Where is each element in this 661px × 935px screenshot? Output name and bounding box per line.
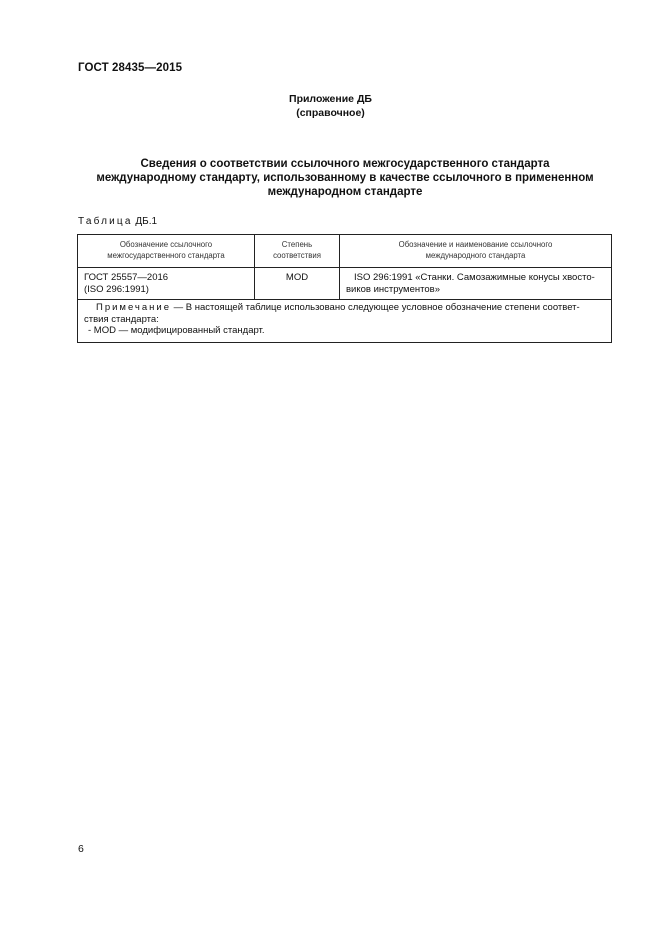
note-text: — В настоящей таблице использовано следующее условное обозначение степени соответ-: [171, 302, 580, 313]
table-note-row: [78, 300, 612, 343]
note-prefix: Примечание: [96, 302, 171, 313]
section-title-line: международном стандарте: [267, 186, 423, 198]
cell-standard: [78, 268, 255, 300]
header-text: соответствия: [273, 251, 321, 260]
note-item: - MOD — модифицированный стандарт.: [88, 325, 265, 336]
reference-table: [77, 234, 612, 343]
header-text: международного стандарта: [425, 251, 526, 260]
header-international: [340, 235, 612, 268]
section-title: [90, 157, 600, 199]
table-row: [78, 268, 612, 300]
cell-degree: MOD: [255, 268, 340, 300]
header-degree: [255, 235, 340, 268]
cell-text: (ISO 296:1991): [84, 283, 149, 295]
cell-international: [340, 268, 612, 300]
appendix-heading: [0, 92, 661, 120]
note-text: ствия стандарта:: [84, 313, 159, 325]
table-caption-id: ДБ.1: [135, 216, 158, 227]
cell-text: виков инструментов»: [346, 283, 440, 295]
appendix-title: Приложение ДБ: [289, 93, 372, 105]
document-id: ГОСТ 28435—2015: [78, 62, 183, 74]
table-caption-prefix: Таблица: [78, 216, 133, 227]
section-title-line: международному стандарту, использованному в качестве ссылочного в примененном: [96, 172, 594, 184]
cell-text: ГОСТ 25557—2016: [84, 272, 169, 283]
header-text: Обозначение и наименование ссылочного: [398, 240, 553, 249]
table-caption: [78, 216, 157, 227]
appendix-subtitle: (справочное): [296, 107, 365, 119]
table-header-row: [78, 235, 612, 268]
cell-text: ISO 296:1991 «Станки. Самозажимные конусы хвосто-: [354, 272, 595, 283]
header-standard: [78, 235, 255, 268]
header-text: Обозначение ссылочного: [119, 240, 213, 249]
table-note: [78, 300, 612, 343]
section-title-line: Сведения о соответствии ссылочного межгосударственного стандарта: [140, 158, 550, 170]
header-text: Степень: [281, 240, 313, 249]
header-text: межгосударственного стандарта: [107, 251, 225, 260]
page-number: 6: [78, 843, 84, 855]
